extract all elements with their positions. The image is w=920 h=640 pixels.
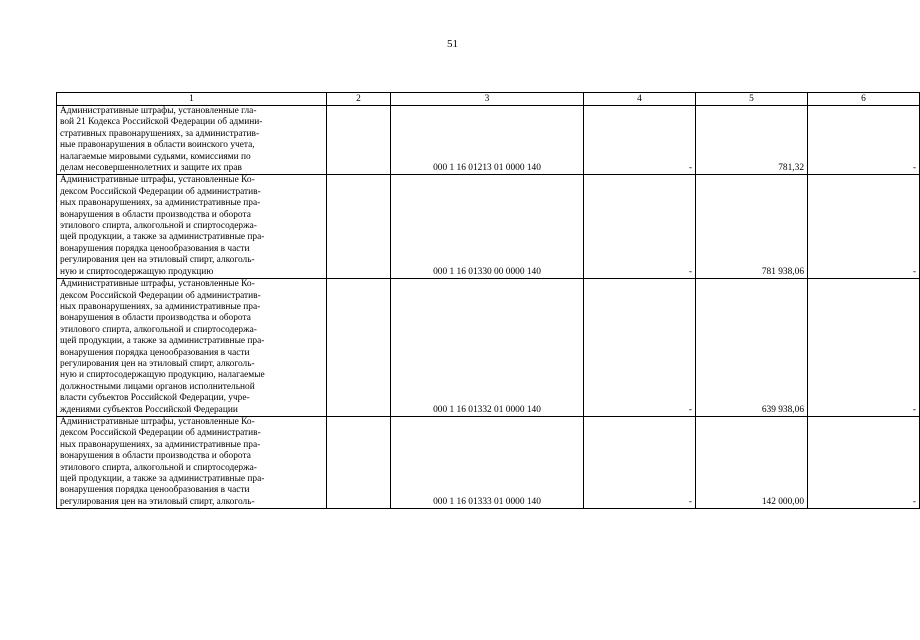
column-header-1: 1 — [57, 93, 327, 106]
row-col5-value: 639 938,06 — [696, 279, 808, 417]
row-col2-cell — [327, 175, 391, 279]
row-col4-value: - — [584, 106, 696, 175]
row-description: Административные штрафы, установленные Ко- дексом Российской Федерации об административ- ных правонарушениях, за административные пра- вонарушения в области производства и оборота этилового спирта, алкогольной и спиртосодержа- щей продукции, а также за административные пра- вонарушения порядка ценообразования в части регулирования цен на этиловый спирт, алкоголь- — [57, 416, 327, 508]
row-col6-value: - — [808, 279, 920, 417]
column-header-3: 3 — [391, 93, 584, 106]
row-description: Административные штрафы, установленные гла- вой 21 Кодекса Российской Федерации об админи- стративных правонарушениях, за административ- ные правонарушения в области воинского учета, налагаемые мировыми судьями, комиссиями по делам несовершеннолетних и защите их прав — [57, 106, 327, 175]
row-col6-value: - — [808, 106, 920, 175]
row-col5-value: 781,32 — [696, 106, 808, 175]
row-col6-value: - — [808, 175, 920, 279]
row-col5-value: 142 000,00 — [696, 416, 808, 508]
column-header-2: 2 — [327, 93, 391, 106]
row-col2-cell — [327, 279, 391, 417]
page-number: 51 — [447, 38, 458, 50]
row-col5-value: 781 938,06 — [696, 175, 808, 279]
row-col4-value: - — [584, 279, 696, 417]
budget-table — [56, 92, 920, 509]
column-header-5: 5 — [696, 93, 808, 106]
column-number-row — [57, 93, 920, 106]
table-row — [57, 279, 920, 417]
row-col6-value: - — [808, 416, 920, 508]
row-col2-cell — [327, 106, 391, 175]
table-row — [57, 175, 920, 279]
row-budget-code: 000 1 16 01330 00 0000 140 — [391, 175, 584, 279]
row-budget-code: 000 1 16 01332 01 0000 140 — [391, 279, 584, 417]
row-col4-value: - — [584, 175, 696, 279]
row-col2-cell — [327, 416, 391, 508]
row-description: Административные штрафы, установленные Ко- дексом Российской Федерации об административ- ных правонарушениях, за административные пра- вонарушения в области производства и оборота этилового спирта, алкогольной и спиртосодержа- щей продукции, а также за административные пра- вонарушения порядка ценообразования в части регулирования цен на этиловый спирт, алкоголь- ную и спиртосодержащую продукцию — [57, 175, 327, 279]
row-col4-value: - — [584, 416, 696, 508]
row-budget-code: 000 1 16 01213 01 0000 140 — [391, 106, 584, 175]
row-budget-code: 000 1 16 01333 01 0000 140 — [391, 416, 584, 508]
column-header-4: 4 — [584, 93, 696, 106]
column-header-6: 6 — [808, 93, 920, 106]
row-description: Административные штрафы, установленные Ко- дексом Российской Федерации об административ- ных правонарушениях, за административные пра- вонарушения в области производства и оборота этилового спирта, алкогольной и спиртосодержа- щей продукции, а также за административные пра- вонарушения порядка ценообразования в части регулирования цен на этиловый спирт, алкоголь- ную и спиртосодержащую продукцию, налагаемые должностными лицами органов исполнительной власти субъектов Российской Федерации, учре- ждениями субъектов Российской Федерации — [57, 279, 327, 417]
table-row — [57, 106, 920, 175]
table-row — [57, 416, 920, 508]
